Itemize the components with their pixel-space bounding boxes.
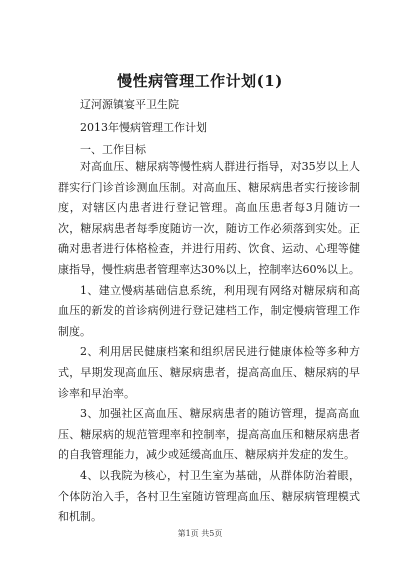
paragraph: 3、加强社区高血压、糖尿病患者的随访管理，提高高血压、糖尿病的规范管理率和控制率，提高高血压和糖尿病患者的自我管理能力，减少或延缓高血压、糖尿病并发症的发生。 — [58, 407, 360, 462]
organization-name: 辽河源镇宴平卫生院 — [80, 98, 179, 111]
paragraph: 4、以我院为核心，村卫生室为基础，从群体防治着眼，个体防治入手，各村卫生室随访管理高血压、糖尿病管理模式和机制。 — [58, 468, 360, 524]
plan-name: 2013年慢病管理工作计划 — [80, 121, 207, 134]
document-body — [58, 157, 360, 528]
paragraph: 对高血压、糖尿病等慢性病人群进行指导，对35岁以上人群实行门诊首诊测血压制。对高血压、糖尿病患者实行接诊制度，对辖区内患者进行登记管理。高血压患者每3月随访一次，糖尿病患者每季度随访一次，随访工作必须落到实处。正确对患者进行体格检查，并进行用药、饮食、运动、心理等健康指导，慢性病患者管理率达30%以上，控制率达60%以上。 — [58, 160, 360, 276]
section-heading: 一、工作目标 — [80, 143, 146, 156]
paragraph: 2、利用居民健康档案和组织居民进行健康体检等多种方式，早期发现高血压、糖尿病患者，提高高血压、糖尿病的早诊率和早治率。 — [58, 345, 360, 400]
page-footer: 第1页 共5页 — [177, 529, 223, 538]
paragraph: 1、建立慢病基础信息系统，利用现有网络对糖尿病和高血压的新发的首诊病例进行登记建档工作，制定慢病管理工作制度。 — [58, 283, 360, 338]
document-title: 慢性病管理工作计划(1) — [117, 72, 283, 90]
